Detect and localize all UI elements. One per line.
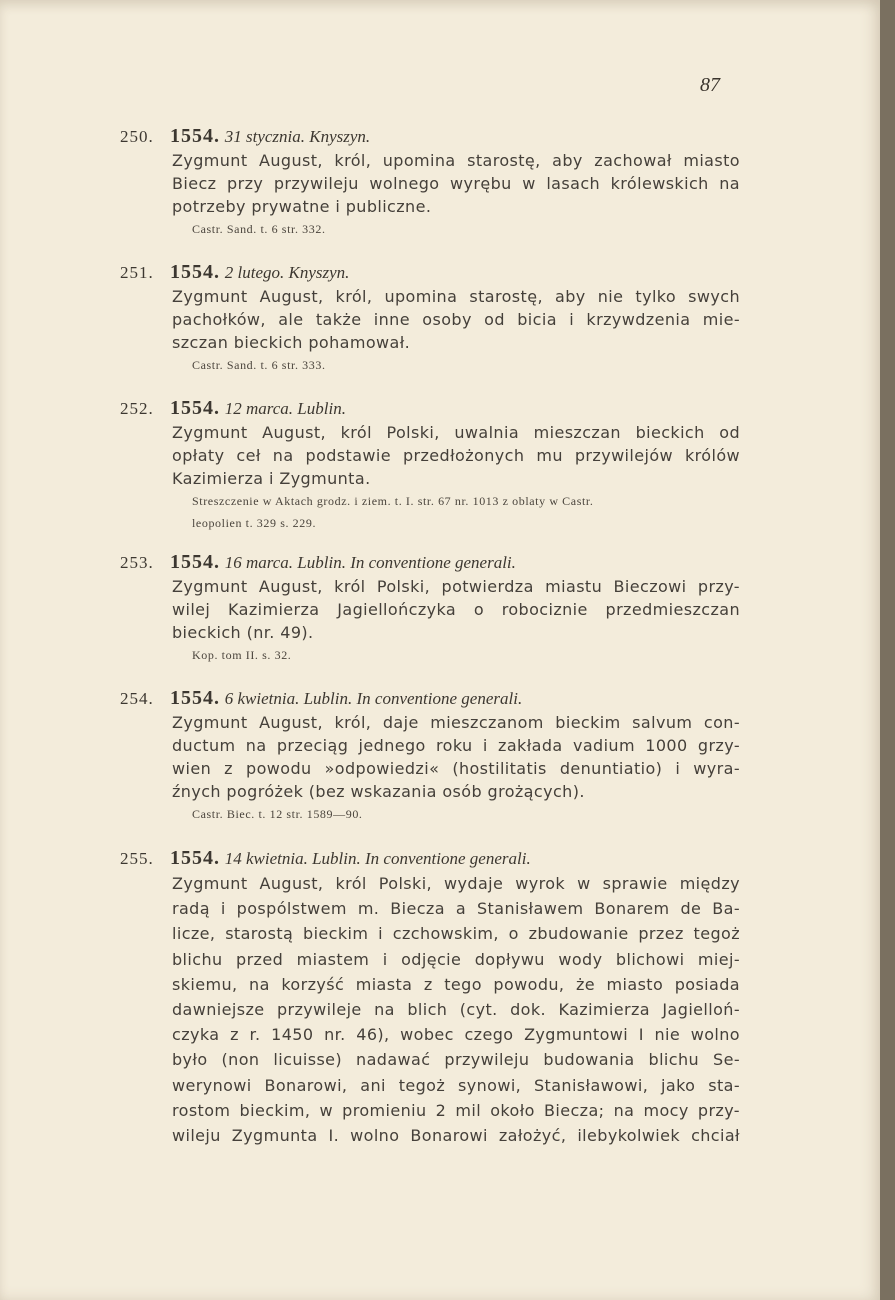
summary-line: źnych pogróżek (bez wskazania osób grożących). (172, 782, 585, 801)
summary-line: wien z powodu »odpowiedzi« (hostilitatis denuntiatio) i wyra- (172, 759, 740, 778)
summary-line: było (non licuisse) nadawać przywileju budowania blichu Se- (172, 1050, 740, 1070)
entry-number: 254. (120, 689, 154, 708)
entry-255 (120, 846, 740, 1148)
summary-line: potrzeby prywatne i publiczne. (172, 197, 432, 216)
entry-254 (120, 686, 740, 825)
source-line: leopolien t. 329 s. 229. (192, 516, 317, 530)
entry-250 (120, 124, 740, 240)
summary-line: pachołków, ale także inne osoby od bicia i krzywdzenia mie- (172, 310, 740, 329)
entry-source (192, 644, 740, 666)
summary-line: werynowi Bonarowi, ani tegoż synowi, Stanisławowi, jako sta- (172, 1075, 740, 1095)
summary-line: wileju Zygmunta I. wolno Bonarowi założyć, ilebykolwiek chciał (172, 1126, 740, 1146)
entry-number: 253. (120, 553, 154, 572)
source-line: Castr. Sand. t. 6 str. 333. (192, 358, 326, 372)
entry-252 (120, 396, 740, 534)
entry-number: 250. (120, 127, 154, 146)
entry-heading (120, 260, 740, 285)
entry-date-place: 12 marca. Lublin. (224, 399, 346, 418)
entry-date-place: 16 marca. Lublin. In conventione generali. (224, 553, 516, 572)
summary-line: dawniejsze przywileje na blich (cyt. dok. Kazimierza Jagielloń- (172, 1000, 740, 1020)
entry-year: 1554. (170, 551, 220, 573)
entry-summary (172, 285, 740, 354)
entry-year: 1554. (170, 847, 220, 869)
page-number: 87 (700, 74, 720, 96)
summary-line: Zygmunt August, król Polski, uwalnia mieszczan bieckich od (172, 423, 740, 442)
summary-line: Kazimierza i Zygmunta. (172, 469, 371, 488)
source-line: Castr. Biec. t. 12 str. 1589—90. (192, 807, 363, 821)
source-line: Kop. tom II. s. 32. (192, 648, 292, 662)
entry-year: 1554. (170, 125, 220, 147)
summary-line: Zygmunt August, król, upomina starostę, aby nie tylko swych (172, 287, 740, 306)
entry-summary (172, 711, 740, 803)
entry-summary (172, 421, 740, 490)
entry-summary (172, 575, 740, 644)
summary-line: bieckich (nr. 49). (172, 623, 314, 642)
entry-source (192, 803, 740, 825)
summary-line: ductum na przeciąg jednego roku i zakłada vadium 1000 grzy- (172, 736, 740, 755)
entry-number: 251. (120, 263, 154, 282)
summary-line: Biecz przy przywileju wolnego wyrębu w lasach królewskich na (172, 174, 740, 193)
summary-line: radą i pospólstwem m. Biecza a Stanisławem Bonarem de Ba- (172, 899, 740, 919)
entry-date-place: 14 kwietnia. Lublin. In conventione generali. (224, 849, 531, 868)
summary-line: Zygmunt August, król Polski, wydaje wyrok w sprawie między (172, 874, 740, 893)
summary-line: szczan bieckich pohamował. (172, 333, 411, 352)
entry-number: 252. (120, 399, 154, 418)
source-line: Streszczenie w Aktach grodz. i ziem. t. I. str. 67 nr. 1013 z oblaty w Castr. (192, 494, 594, 508)
entry-date-place: 6 kwietnia. Lublin. In conventione generali. (224, 689, 523, 708)
entry-year: 1554. (170, 397, 220, 419)
summary-line: skiemu, na korzyść miasta z tego powodu, że miasto posiada (172, 974, 740, 994)
summary-line: rostom bieckim, w promieniu 2 mil około Biecza; na mocy przy- (172, 1100, 740, 1120)
summary-line: wilej Kazimierza Jagiellończyka o robociznie przedmieszczan (172, 600, 740, 619)
summary-line: Zygmunt August, król, upomina starostę, aby zachował miasto (172, 151, 740, 170)
entry-heading (120, 124, 740, 149)
entry-source (192, 218, 740, 240)
entry-heading (120, 846, 740, 871)
summary-line: blichu przed miastem i odjęcie dopływu wody blichowi miej- (172, 949, 740, 969)
summary-line: czyka z r. 1450 nr. 46), wobec czego Zygmuntowi I nie wolno (172, 1025, 740, 1045)
summary-line: Zygmunt August, król, daje mieszczanom bieckim salvum con- (172, 713, 740, 732)
entry-heading (120, 396, 740, 421)
entry-heading (120, 550, 740, 575)
entry-number: 255. (120, 849, 154, 868)
summary-line: Zygmunt August, król Polski, potwierdza miastu Bieczowi przy- (172, 577, 740, 596)
entry-year: 1554. (170, 261, 220, 283)
entry-summary (172, 149, 740, 218)
entry-253 (120, 550, 740, 666)
entry-source (192, 490, 740, 534)
entry-251 (120, 260, 740, 376)
entry-date-place: 2 lutego. Knyszyn. (224, 263, 350, 282)
entry-heading (120, 686, 740, 711)
entry-date-place: 31 stycznia. Knyszyn. (224, 127, 371, 146)
entry-source (192, 354, 740, 376)
summary-line: licze, starostą bieckim i czchowskim, o zbudowanie przez tegoż (172, 924, 740, 944)
entry-year: 1554. (170, 687, 220, 709)
entry-summary (172, 871, 740, 1148)
source-line: Castr. Sand. t. 6 str. 332. (192, 222, 326, 236)
summary-line: opłaty ceł na podstawie przedłożonych mu przywilejów królów (172, 446, 740, 465)
